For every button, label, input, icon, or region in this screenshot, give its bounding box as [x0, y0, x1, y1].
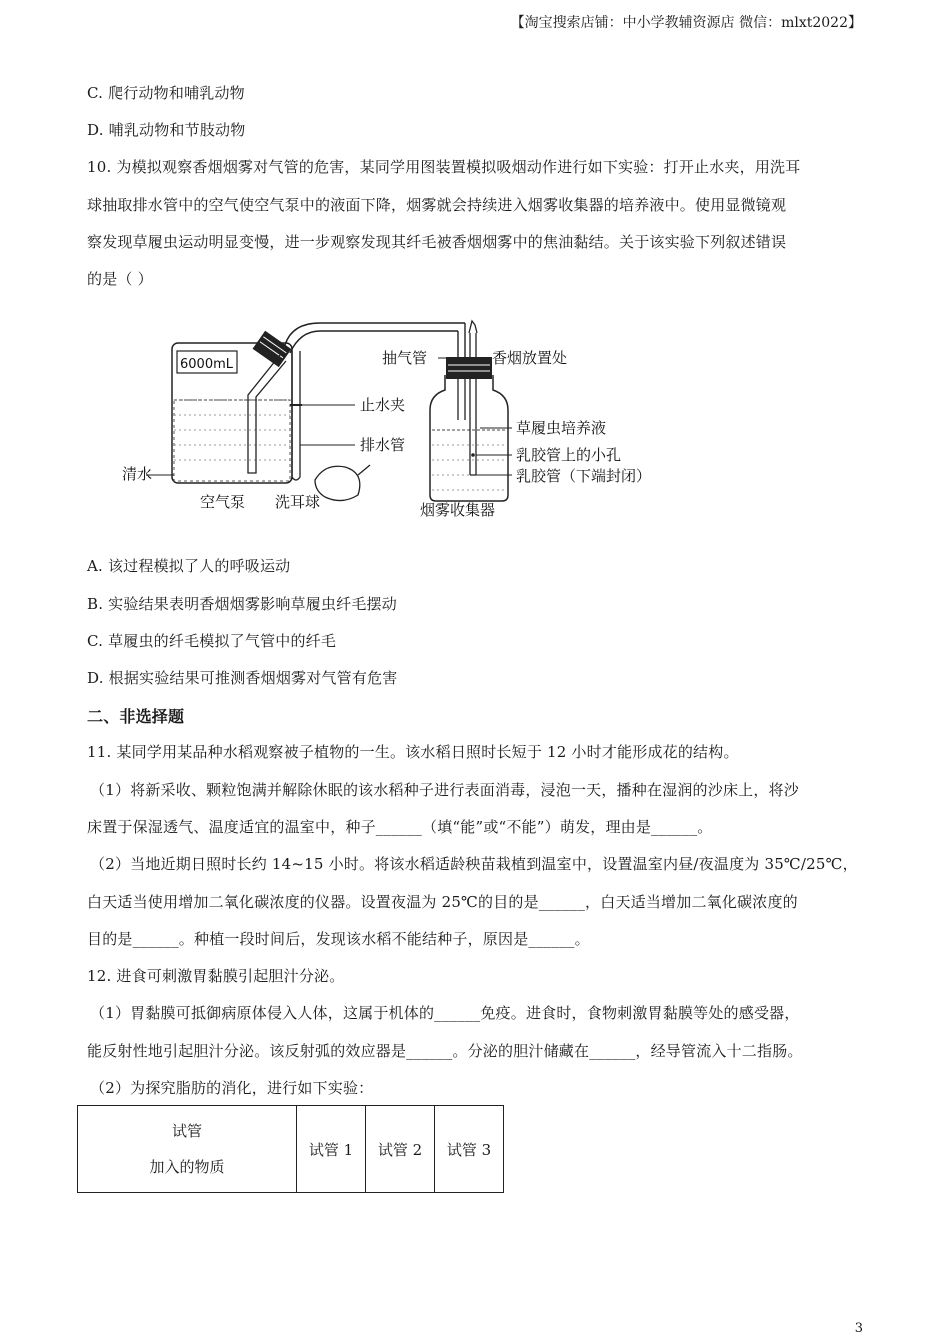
collector-stopper	[446, 357, 492, 379]
tube-2-cell: 试管 2	[366, 1106, 435, 1193]
table-header-cell	[78, 1106, 297, 1193]
tube-3-cell: 试管 3	[435, 1106, 504, 1193]
page-number: 3	[854, 1321, 863, 1336]
shop-header-note: 【淘宝搜索店铺：中小学教辅资源店 微信：mlxt2022】	[510, 15, 862, 31]
smoke-collector-bottle	[430, 375, 508, 501]
water-level	[174, 400, 290, 481]
q10-stem-line-1: 10. 为模拟观察香烟烟雾对气管的危害，某同学用图装置模拟吸烟动作进行如下实验：打开止水夹，用洗耳	[87, 158, 801, 176]
q10-option-c: C. 草履虫的纤毛模拟了气管中的纤毛	[87, 632, 337, 650]
q11-part1-line1: （1）将新采收、颗粒饱满并解除休眠的该水稻种子进行表面消毒，浸泡一天，播种在湿润的沙床上，将沙	[90, 781, 799, 799]
q10-option-d: D. 根据实验结果可推测香烟烟雾对气管有危害	[87, 669, 398, 687]
q11-part1-line2: 床置于保湿透气、温度适宜的温室中，种子______（填“能”或“不能”）萌发，理由是______。	[87, 818, 713, 836]
q11-part2-line2: 白天适当使用增加二氧化碳浓度的仪器。设置夜温为 25℃的目的是______，白天适当增加二氧化碳浓度的	[87, 893, 798, 911]
latex-tube-label: 乳胶管（下端封闭）	[516, 467, 652, 485]
q10-stem-line-4: 的是（ ）	[87, 270, 153, 288]
q12-part1-line2: 能反射性地引起胆汁分泌。该反射弧的效应器是______。分泌的胆汁储藏在______，经导管流入十二指肠。	[87, 1042, 803, 1060]
q9-option-c: C. 爬行动物和哺乳动物	[87, 84, 245, 102]
hole-label: 乳胶管上的小孔	[516, 446, 622, 464]
q10-option-b: B. 实验结果表明香烟烟雾影响草履虫纤毛摆动	[87, 595, 397, 613]
air-pump-label: 空气泵	[200, 493, 246, 511]
tube-1-cell: 试管 1	[297, 1106, 366, 1193]
water-label: 清水	[122, 465, 153, 483]
q10-stem-line-3: 察发现草履虫运动明显变慢，进一步观察发现其纤毛被香烟烟雾中的焦油黏结。关于该实验下列叙述错误	[87, 233, 787, 251]
q9-option-d: D. 哺乳动物和节肢动物	[87, 121, 246, 139]
ear-bulb-label: 洗耳球	[275, 493, 321, 511]
q12-part2: （2）为探究脂肪的消化，进行如下实验：	[90, 1079, 374, 1097]
cigarette-label: 香烟放置处	[492, 349, 568, 367]
q11-part2-line1: （2）当地近期日照时长约 14~15 小时。将该水稻适龄秧苗栽植到温室中，设置温室内昼/夜温度为 35℃/25℃，	[90, 855, 858, 873]
collector-label: 烟雾收集器	[420, 501, 496, 519]
experiment-table	[77, 1105, 504, 1193]
latex-tube	[470, 379, 476, 475]
table-row	[78, 1106, 504, 1193]
section-title: 二、非选择题	[87, 707, 185, 726]
smoke-experiment-figure	[120, 315, 680, 525]
q12-stem: 12. 进食可刺激胃黏膜引起胆汁分泌。	[87, 967, 345, 985]
ear-bulb	[315, 466, 360, 500]
q11-stem: 11. 某同学用某品种水稻观察被子植物的一生。该水稻日照时长短于 12 小时才能形成花的结构。	[87, 743, 739, 761]
q10-stem-line-2: 球抽取排水管中的空气使空气泵中的液面下降，烟雾就会持续进入烟雾收集器的培养液中。使用显微镜观	[87, 196, 787, 214]
clamp-label: 止水夹	[360, 396, 406, 414]
q11-part2-line3: 目的是______。种植一段时间后，发现该水稻不能结种子，原因是______。	[87, 930, 590, 948]
q12-part1-line1: （1）胃黏膜可抵御病原体侵入人体，这属于机体的______免疫。进食时，食物刺激胃黏膜等处的感受器，	[90, 1004, 800, 1022]
volume-label: 6000mL	[180, 357, 233, 372]
culture-label: 草履虫培养液	[516, 419, 607, 437]
q10-option-a: A. 该过程模拟了人的呼吸运动	[87, 557, 291, 575]
header-line-substance: 加入的物质	[149, 1158, 225, 1176]
header-line-tube: 试管	[171, 1122, 202, 1140]
drain-label: 排水管	[360, 436, 406, 454]
drain-pipe	[292, 351, 300, 480]
intake-label: 抽气管	[382, 349, 428, 367]
